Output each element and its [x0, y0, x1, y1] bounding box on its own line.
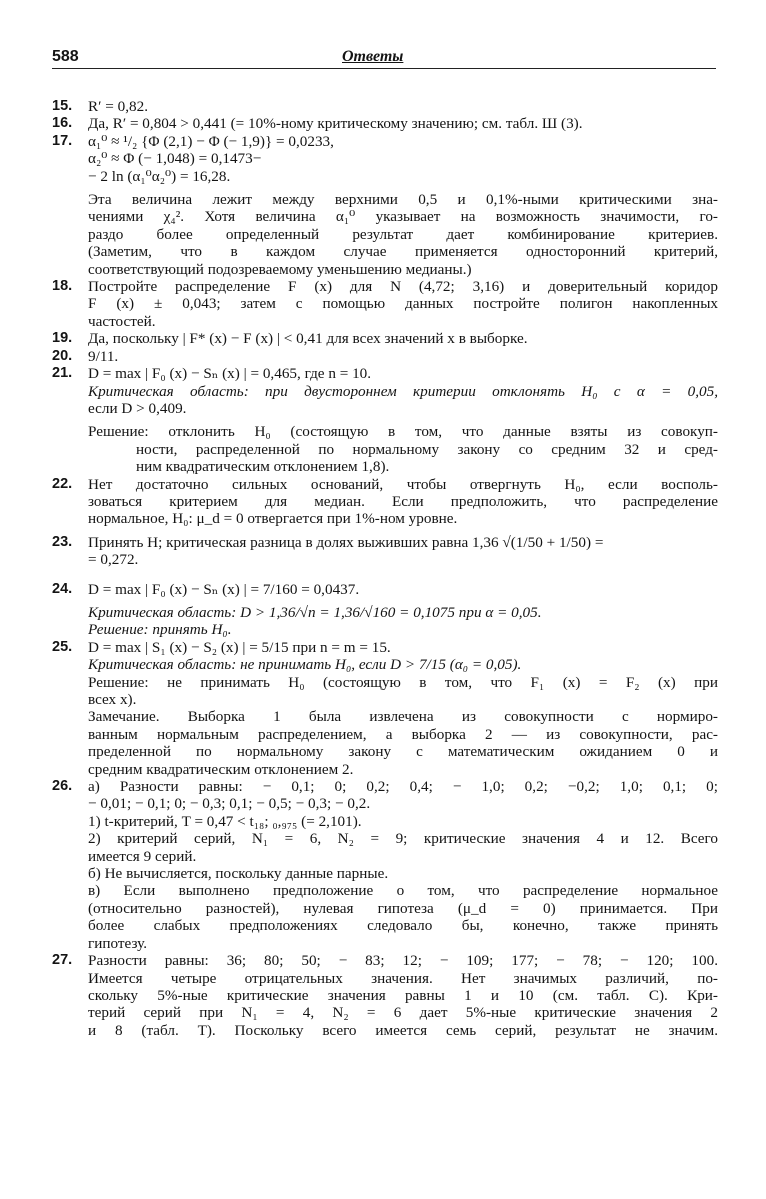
answer-item — [52, 98, 718, 115]
answer-item — [52, 778, 718, 952]
answer-item — [52, 348, 718, 365]
answer-number: 15. — [52, 98, 73, 114]
remark-line: Замечание. Выборка 1 была извлечена из совокупности с нормиро- — [88, 708, 718, 726]
answer-line: и 8 (табл. T). Поскольку всего имеется семь серий, результат не значим. — [88, 1021, 718, 1039]
answer-item — [52, 952, 718, 1039]
decision-line: Решение: принять H₀. — [88, 621, 232, 639]
page-header — [52, 48, 716, 69]
answer-number: 18. — [52, 278, 73, 295]
answer-line: более слабых предположениях следовало бы, конечно, также принять — [88, 917, 718, 935]
answer-line: в) Если выполнено предположение о том, что распределение нормальное — [88, 882, 718, 900]
answer-line: имеется 9 серий. — [88, 847, 197, 865]
critical-region-line: Критическая область: при двустороннем критерии отклонять H₀ с α = 0,05, — [88, 382, 718, 400]
answer-number: 23. — [52, 533, 73, 550]
answer-number: 22. — [52, 475, 73, 492]
answer-number: 26. — [52, 778, 73, 795]
answer-line: Имеется четыре отрицательных значения. Нет значимых различий, по- — [88, 969, 718, 987]
answer-line: D = max | F₀ (x) − Sₙ (x) | = 7/160 = 0,0437. — [88, 580, 360, 598]
answer-line: R′ = 0,82. — [88, 98, 148, 115]
decision-line: Решение: отклонить H₀ (состоящую в том, что данные взяты из совокуп- — [88, 423, 718, 441]
answer-item — [52, 115, 718, 132]
answer-line: 9/11. — [88, 347, 119, 365]
answer-line: терий серий при N₁ = 4, N₂ = 6 дает 5%-ные критические значения 2 — [88, 1004, 718, 1022]
answer-item — [52, 278, 718, 330]
answer-line: частостей. — [88, 312, 156, 330]
answer-number: 19. — [52, 330, 73, 347]
answer-item — [52, 534, 718, 569]
remark-line: ванным нормальным распределением, а выборка 2 — из совокупности, рас- — [88, 725, 718, 743]
answer-line: Да, R′ = 0,804 > 0,441 (= 10%-ному критическому значению; см. табл. Ш (3). — [88, 115, 583, 133]
answer-number: 17. — [52, 132, 73, 149]
decision-line: всех x). — [88, 691, 137, 708]
answer-line: чениями χ₄². Хотя величина α₁⁰ указывает на возможность значимости, го- — [88, 208, 718, 226]
answer-line: нормальное, H₀: μ_d = 0 отвергается при 1%-ном уровне. — [88, 510, 458, 528]
answer-line: зоваться критерием для медиан. Если предположить, что распределение — [88, 492, 718, 510]
answer-line: б) Не вычисляется, поскольку данные парные. — [88, 865, 389, 883]
answer-line: Принять H; критическая разница в долях выживших равна 1,36 √(1/50 + 1/50) = — [88, 533, 604, 551]
answer-number: 24. — [52, 580, 73, 597]
answer-line: 2) критерий серий, N₁ = 6, N₂ = 9; критические значения 4 и 12. Всего — [88, 830, 718, 848]
answer-line: D = max | F₀ (x) − Sₙ (x) | = 0,465, где n = 10. — [88, 365, 372, 383]
answer-line: = 0,272. — [88, 551, 139, 569]
answer-line: а) Разности равны: − 0,1; 0; 0,2; 0,4; − 1,0; 0,2; −0,2; 1,0; 0,1; 0; — [88, 778, 718, 796]
answer-item — [52, 133, 718, 278]
decision-line: ности, распределенной по нормальному закону со средним 32 и сред- — [136, 440, 718, 458]
answer-number: 20. — [52, 347, 73, 364]
critical-region-line: Критическая область: не принимать H₀, если D > 7/15 (α₀ = 0,05). — [88, 656, 522, 674]
answer-number: 25. — [52, 638, 73, 655]
answer-number: 16. — [52, 115, 73, 132]
answer-line: соответствующий подозреваемому уменьшению медианы.) — [88, 260, 472, 278]
formula-line: α₂⁰ ≈ Φ (− 1,048) = 0,1473− — [88, 150, 262, 168]
answer-line: раздо более определенный результат дает комбинирование критериев. — [88, 225, 718, 243]
answer-item — [52, 476, 718, 528]
answer-line: Да, поскольку | F* (x) − F (x) | < 0,41 для всех значений x в выборке. — [88, 330, 528, 348]
answer-item — [52, 581, 718, 639]
answer-item — [52, 330, 718, 347]
decision-line: ним квадратическим отклонением 1,8). — [136, 458, 390, 476]
answer-line: F (x) ± 0,043; затем с помощью данных постройте полигон накопленных — [88, 295, 718, 313]
answer-line: скольку 5%-ные критические значения равны 1 и 10 (см. табл. С). Кри- — [88, 986, 718, 1004]
answer-line: Разности равны: 36; 80; 50; − 83; 12; − 109; 177; − 78; − 120; 100. — [88, 952, 718, 970]
answer-line: если D > 0,409. — [88, 399, 187, 417]
answer-line: 1) t-критерий, T = 0,47 < t₁₈; ₀,₉₇₅ (= 2,101). — [88, 812, 362, 830]
answer-line: Постройте распределение F (x) для N (4,72; 3,16) и доверительный коридор — [88, 278, 718, 296]
answer-line: (относительно разностей), нулевая гипотеза (μ_d = 0) принимается. При — [88, 899, 718, 917]
formula-line: α₁⁰ ≈ ¹/₂ {Φ (2,1) − Φ (− 1,9)} = 0,0233, — [88, 132, 334, 150]
answer-item — [52, 365, 718, 475]
answer-line: Нет достаточно сильных оснований, чтобы отвергнуть H₀, если восполь- — [88, 475, 718, 493]
answer-line: − 0,01; − 0,1; 0; − 0,3; 0,1; − 0,5; − 0,3; − 0,2. — [88, 795, 371, 813]
answer-line: (Заметим, что в каждом случае применяется односторонний критерий, — [88, 243, 718, 261]
answer-line: гипотезу. — [88, 934, 147, 952]
answer-line: Эта величина лежит между верхними 0,5 и 0,1%-ными критическими зна- — [88, 191, 718, 209]
formula-line: − 2 ln (α₁⁰α₂⁰) = 16,28. — [88, 167, 231, 185]
page-number: 588 — [52, 48, 79, 65]
answer-number: 21. — [52, 365, 73, 382]
remark-line: пределенной по нормальному закону с математическим ожиданием 0 и — [88, 743, 718, 761]
answer-line: D = max | S₁ (x) − S₂ (x) | = 5/15 при n = m = 15. — [88, 638, 391, 656]
answers-list — [52, 98, 718, 1039]
critical-region-line: Критическая область: D > 1,36/√n = 1,36/√160 = 0,1075 при α = 0,05. — [88, 603, 542, 621]
remark-line: средним квадратическим отклонением 2. — [88, 760, 354, 778]
running-title: Ответы — [342, 48, 404, 65]
answer-number: 27. — [52, 952, 73, 969]
answer-item — [52, 639, 718, 778]
decision-line: Решение: не принимать H₀ (состоящую в том, что F₁ (x) = F₂ (x) при — [88, 673, 718, 691]
